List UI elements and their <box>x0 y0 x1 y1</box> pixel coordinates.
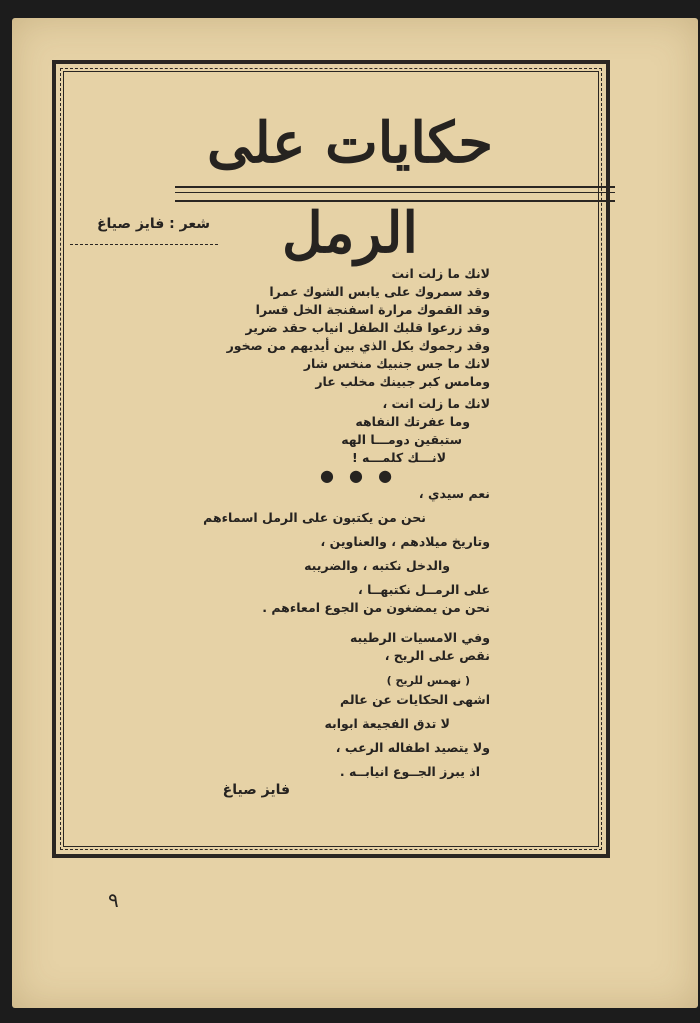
title-underline <box>175 186 615 202</box>
poem-line: لانك ما زلت انت ، <box>382 396 490 411</box>
poem-line: ( نهمس للريح ) <box>386 674 470 687</box>
poem-line: لانـــك كلمـــه ! <box>351 450 446 465</box>
poem-line: ومامس كبر جبينك مخلب عار <box>315 374 490 389</box>
poem-line: لانك ما زلت انت <box>391 266 490 281</box>
poem-line: وقد زرعوا قلبك الطفل انياب حقد ضرير <box>245 320 490 335</box>
poem-line: وفي الامسيات الرطيبه <box>349 630 490 645</box>
poem-line: نعم سيدي ، <box>418 486 490 501</box>
poem-line: نحن من يكتبون على الرمل اسماءهم <box>203 510 426 525</box>
poem-line: على الرمــل نكتبهــا ، <box>358 582 490 597</box>
poem-line: وقد سمروك على يابس الشوك عمرا <box>269 284 490 299</box>
poem-line: وما عفرتك النفاهه <box>355 414 470 429</box>
poem-line: والدخل نكتبه ، والضريبه <box>304 558 450 573</box>
byline: شعر : فايز صياغ <box>96 216 210 232</box>
poem-line: وتاريخ ميلادهم ، والعناوين ، <box>320 534 490 549</box>
poem-line: اذ يبرز الجــوع انيابــه . <box>339 764 480 779</box>
poem-line: نحن من يمضغون من الجوع امعاءهم . <box>262 600 490 615</box>
poem-line: ستبقين دومـــا الهه <box>341 432 462 447</box>
poem-title: حكايات على الرمل <box>206 110 494 266</box>
poem-line: وقد القموك مرارة اسفنجة الخل قسرا <box>255 302 490 317</box>
byline-underline <box>70 244 218 245</box>
poem-line: ولا يتصيد اطفاله الرعب ، <box>335 740 490 755</box>
signature: فايز صياغ <box>222 782 290 798</box>
page-number: ٩ <box>108 888 119 912</box>
poem-line: لانك ما جس جنبيك منخس شار <box>303 356 490 371</box>
poem-line: وقد رجموك بكل الذي بين أيديهم من صخور <box>226 338 490 353</box>
poem-line: لا تدق الفجيعة ابوابه <box>324 716 450 731</box>
poem-line: نقص على الريح ، <box>384 648 490 663</box>
section-divider: ● ● ● <box>320 466 398 485</box>
poem-line: اشهى الحكايات عن عالم <box>340 692 490 707</box>
